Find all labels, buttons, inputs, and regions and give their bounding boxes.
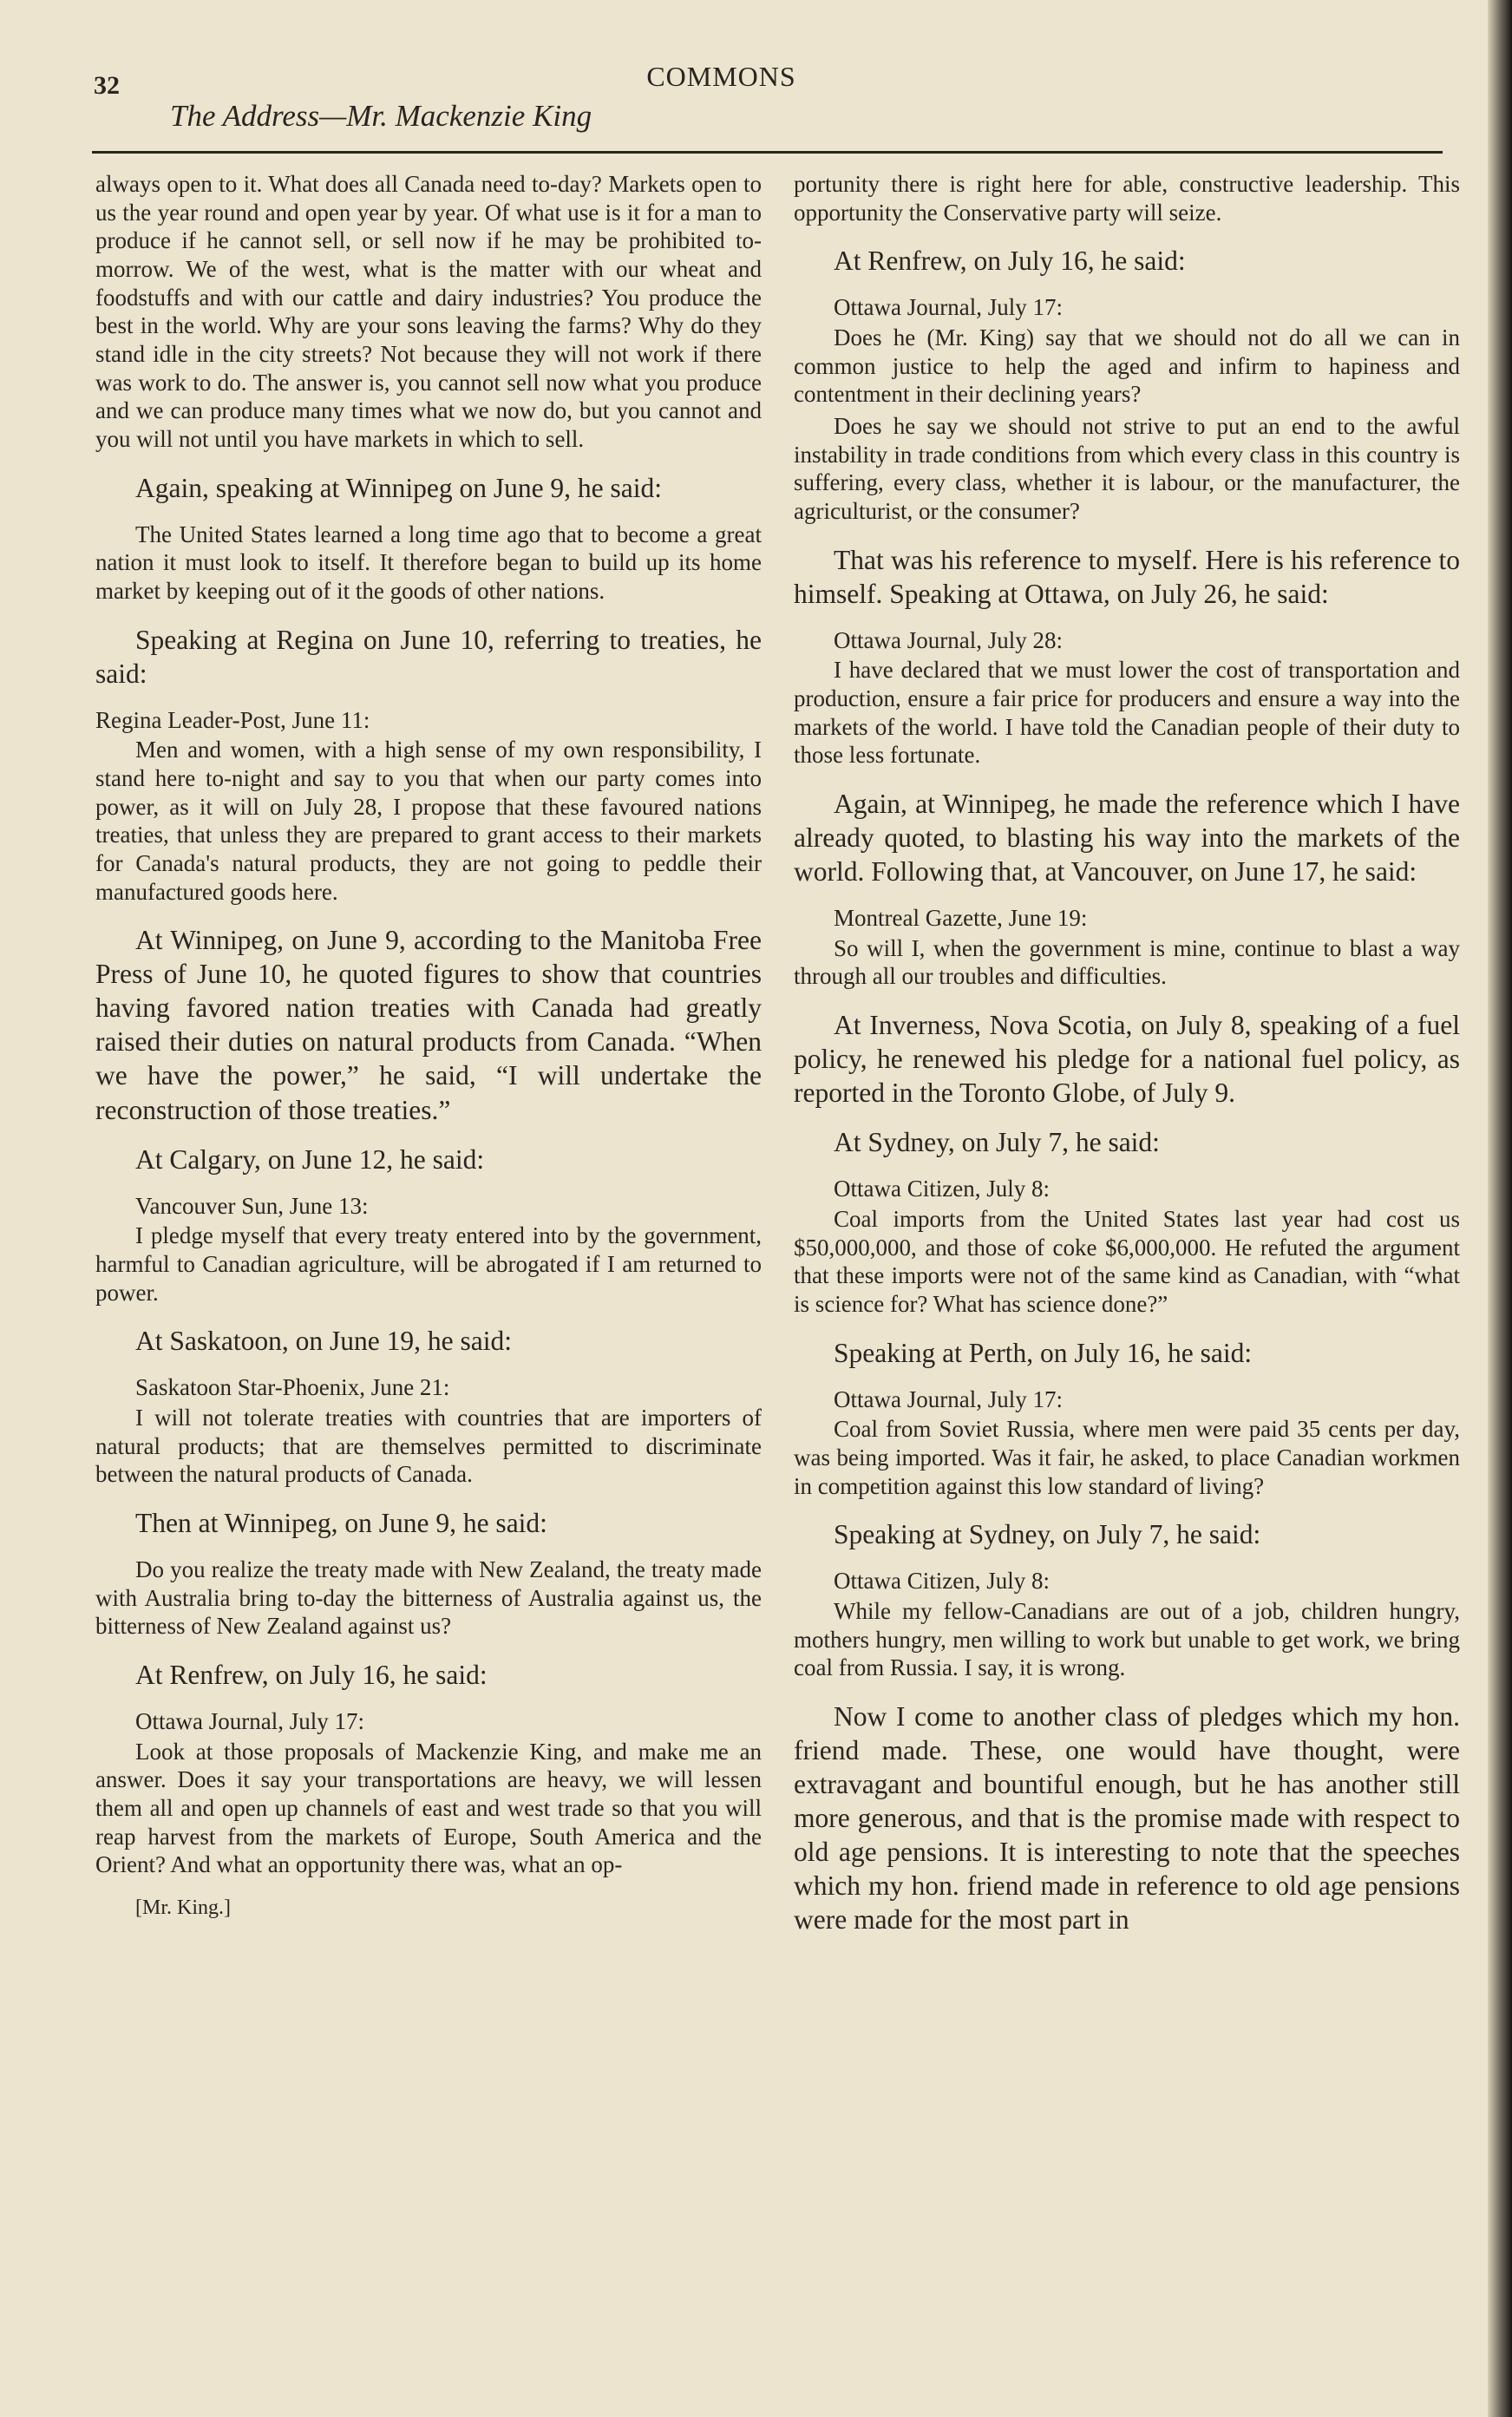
quote: So will I, when the government is mine, continue to blast a way through all our troubles and difficulties. xyxy=(794,934,1460,990)
paragraph: Speaking at Sydney, on July 7, he said: xyxy=(834,1519,1261,1550)
page-number: 32 xyxy=(94,71,120,100)
quote: I will not tolerate treaties with countries that are importers of natural products; that are themselves permitted to discriminate between the natural products of Canada. xyxy=(95,1404,762,1488)
quote: Men and women, with a high sense of my own responsibility, I stand here to-night and say to you that when our party comes into power, as it will on July 28, I propose that these favoured nations treaties, that unless they are prepared to grant access to their markets for Canada's natural products, they are not going to peddle their manufactured goods here. xyxy=(95,737,762,905)
paragraph: At Renfrew, on July 16, he said: xyxy=(135,1659,488,1690)
paragraph: Again, at Winnipeg, he made the reference which I have already quoted, to blasting his way into the markets of the world. Following that, at Vancouver, on June 17, he said: xyxy=(794,788,1460,888)
paragraph: Speaking at Perth, on July 16, he said: xyxy=(834,1337,1253,1368)
quote: While my fellow-Canadians are out of a job, children hungry, mothers hungry, men willing to work but unable to get work, we bring coal from Russia. I say, it is wrong. xyxy=(794,1597,1460,1681)
paragraph: At Winnipeg, on June 9, according to the Manitoba Free Press of June 10, he quoted figures to show that countries having favored nation treaties with Canada had greatly raised their duties on natural products from Canada. “When we have the power,” he said, “I will undertake the reconstruction of those treaties.” xyxy=(95,925,762,1125)
source-citation: Ottawa Citizen, July 8: xyxy=(834,1568,1050,1595)
paragraph: At Inverness, Nova Scotia, on July 8, speaking of a fuel policy, he renewed his pledge for a national fuel policy, as reported in the Toronto Globe, of July 9. xyxy=(794,1010,1460,1109)
paragraph: At Renfrew, on July 16, he said: xyxy=(834,246,1186,277)
source-citation: Ottawa Journal, July 28: xyxy=(834,626,1063,653)
left-column xyxy=(95,170,762,1920)
quote-continued: portunity there is right here for able, constructive leadership. This opportunity the Conservative party will seize. xyxy=(794,171,1460,226)
source-citation: Vancouver Sun, June 13: xyxy=(135,1192,369,1219)
quote: Coal from Soviet Russia, where men were paid 35 cents per day, was being imported. Was it fair, he asked, to place Canadian workmen in competition against this low standard of living? xyxy=(794,1416,1460,1499)
paragraph: That was his reference to myself. Here is his reference to himself. Speaking at Ottawa, on July 26, he said: xyxy=(794,544,1460,609)
quote: Do you realize the treaty made with New Zealand, the treaty made with Australia bring to-day the bitterness of Australia against us, the bitterness of New Zealand against us? xyxy=(95,1556,762,1640)
source-citation: Ottawa Journal, July 17: xyxy=(135,1707,364,1734)
paragraph: At Calgary, on June 12, he said: xyxy=(135,1143,485,1175)
paragraph: Again, speaking at Winnipeg on June 9, he said: xyxy=(135,472,663,503)
source-citation: Montreal Gazette, June 19: xyxy=(834,905,1088,932)
quote: Look at those proposals of Mackenzie King, and make me an answer. Does it say your transportations are heavy, we will lessen them all and open up channels of east and west trade so that you will reap harvest from the markets of Europe, South America and the Orient? And what an opportunity there was, what an op- xyxy=(95,1738,762,1878)
quote: I pledge myself that every treaty entered into by the government, harmful to Canadian agriculture, will be abrogated if I am returned to power. xyxy=(95,1222,762,1306)
right-column xyxy=(794,170,1460,1952)
paragraph: Speaking at Regina on June 10, referring to treaties, he said: xyxy=(95,624,762,689)
page-subheading: The Address—Mr. Mackenzie King xyxy=(170,99,592,133)
quote-continued: always open to it. What does all Canada need to-day? Markets open to us the year round and open year by year. Of what use is it for a man to produce if he cannot sell, or sell now if he may be prohibited to-morrow. We of the west, what is the matter with our wheat and foodstuffs and with our cattle and dairy industries? You produce the best in the world. Why are your sons leaving the farms? Why do they stand idle in the city streets? Not because they will not work if there was work to do. The answer is, you cannot sell now what you produce and we can produce many times what we now do, but you cannot and you will not until you have markets in which to sell. xyxy=(95,171,762,452)
page-binding-edge xyxy=(1488,0,1512,2417)
running-head: COMMONS xyxy=(646,61,796,92)
quote: Coal imports from the United States last year had cost us $50,000,000, and those of coke $6,000,000. He refuted the argument that these imports were not of the same kind as Canadian, with “what is science for? What has science done?” xyxy=(794,1205,1460,1317)
header-rule xyxy=(92,151,1443,154)
source-citation: Ottawa Journal, July 17: xyxy=(834,1385,1063,1412)
source-citation: Ottawa Citizen, July 8: xyxy=(834,1176,1050,1202)
paragraph: At Sydney, on July 7, he said: xyxy=(834,1127,1160,1158)
source-citation: Saskatoon Star-Phoenix, June 21: xyxy=(135,1374,450,1401)
source-citation: Regina Leader-Post, June 11: xyxy=(95,706,370,733)
quote: Does he (Mr. King) say that we should not do all we can in common justice to help the aged and infirm to hapiness and contentment in their declining years? xyxy=(794,324,1460,408)
paragraph: Now I come to another class of pledges which my hon. friend made. These, one would have thought, were extravagant and bountiful enough, but he has another still more generous, and that is the promise made with respect to old age pensions. It is interesting to note that the speeches which my hon. friend made in reference to old age pensions were made for the most part in xyxy=(794,1700,1460,1936)
paragraph: Then at Winnipeg, on June 9, he said: xyxy=(135,1507,547,1538)
paragraph: At Saskatoon, on June 19, he said: xyxy=(135,1326,512,1357)
quote: Does he say we should not strive to put an end to the awful instability in trade conditions from which every class in this country is suffering, every class, whether it is labour, or the manufacturer, the agriculturist, or the consumer? xyxy=(794,412,1460,524)
quote: The United States learned a long time ago that to become a great nation it must look to itself. It therefore began to build up its home market by keeping out of it the goods of other nations. xyxy=(95,521,762,604)
speaker-footnote: [Mr. King.] xyxy=(135,1896,231,1919)
source-citation: Ottawa Journal, July 17: xyxy=(834,294,1063,321)
quote: I have declared that we must lower the cost of transportation and production, ensure a fair price for producers and ensure a way into the markets of the world. I have told the Canadian people of their duty to those less fortunate. xyxy=(794,657,1460,769)
